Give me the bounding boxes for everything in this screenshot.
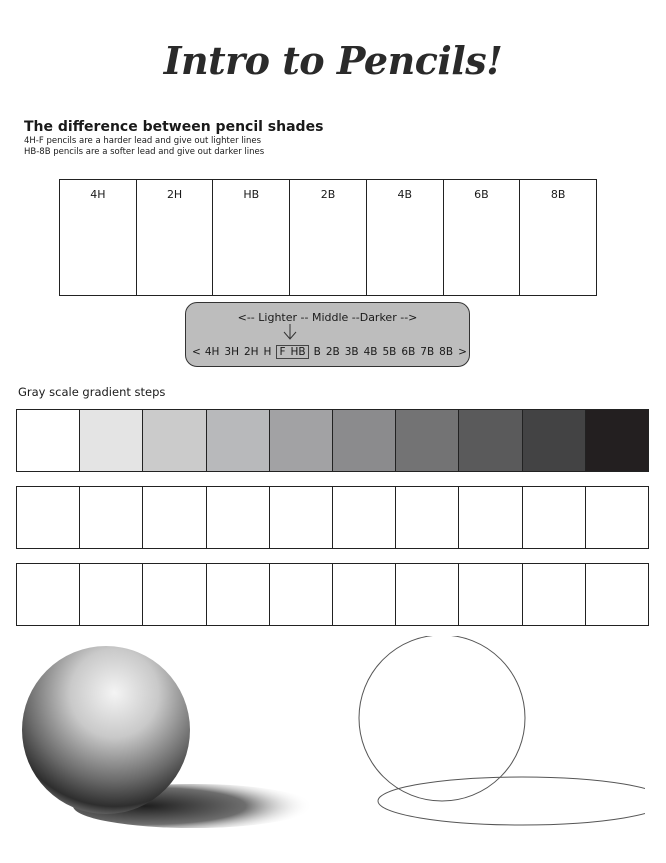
practice-cell <box>459 564 522 625</box>
shade-cell <box>444 180 521 295</box>
gradient-swatch <box>396 410 459 471</box>
sphere-outline-illustration <box>355 636 645 836</box>
section-heading: The difference between pencil shades <box>24 119 324 135</box>
practice-cell <box>523 487 586 548</box>
gradient-swatch <box>333 410 396 471</box>
gradient-swatch <box>459 410 522 471</box>
shade-cell <box>137 180 214 295</box>
grade-label: F <box>279 346 286 358</box>
gradient-swatch <box>17 410 80 471</box>
practice-cell <box>270 487 333 548</box>
practice-cell <box>586 564 649 625</box>
grade-label: 4H <box>204 346 220 358</box>
practice-cell <box>270 564 333 625</box>
pencil-scale-box <box>185 302 470 367</box>
shade-practice-table <box>59 179 597 296</box>
shade-label: 2B <box>320 188 336 201</box>
shade-label: HB <box>243 188 260 201</box>
shade-label: 4H <box>90 188 106 201</box>
practice-row <box>16 563 649 626</box>
practice-cell <box>207 564 270 625</box>
practice-cell <box>17 487 80 548</box>
scale-close-bracket: > <box>458 346 467 358</box>
gradient-swatch <box>143 410 206 471</box>
gradient-swatch <box>80 410 143 471</box>
practice-cell <box>207 487 270 548</box>
grade-label: H <box>263 346 272 358</box>
grade-label: 8B <box>439 346 454 358</box>
page-title: Intro to Pencils! <box>163 38 503 83</box>
practice-cell <box>333 564 396 625</box>
practice-cell <box>396 564 459 625</box>
practice-cell <box>396 487 459 548</box>
practice-cell <box>459 487 522 548</box>
grade-label: 4B <box>363 346 378 358</box>
practice-cell <box>143 564 206 625</box>
practice-cell <box>80 487 143 548</box>
shade-cell <box>367 180 444 295</box>
practice-row <box>16 486 649 549</box>
practice-cell <box>80 564 143 625</box>
gradient-swatch <box>207 410 270 471</box>
shade-cell <box>213 180 290 295</box>
shade-label: 6B <box>474 188 489 201</box>
grade-label: 2B <box>325 346 340 358</box>
shade-cell <box>520 180 597 295</box>
grade-label: 3B <box>344 346 359 358</box>
shade-label: 2H <box>166 188 183 201</box>
description-line-soft: HB-8B pencils are a softer lead and give out darker lines <box>24 147 265 157</box>
grade-label: HB <box>290 346 306 358</box>
scale-direction-text: <-- Lighter -- Middle --Darker --> <box>237 311 418 324</box>
shade-label: 4B <box>397 188 412 201</box>
practice-cell <box>333 487 396 548</box>
middle-grade-box <box>276 345 308 359</box>
shade-cell <box>290 180 367 295</box>
shade-cell <box>60 180 137 295</box>
gradient-swatch <box>523 410 586 471</box>
gradient-swatch-row <box>16 409 649 472</box>
grade-label: 5B <box>382 346 397 358</box>
practice-cell <box>17 564 80 625</box>
gradient-label: Gray scale gradient steps <box>18 385 166 399</box>
practice-cell <box>586 487 649 548</box>
scale-open-bracket: < <box>192 346 201 358</box>
shaded-sphere-illustration <box>18 636 318 836</box>
grade-label: 2H <box>243 346 259 358</box>
grade-label: 7B <box>420 346 435 358</box>
grade-label: 3H <box>224 346 239 358</box>
description-line-hard: 4H-F pencils are a harder lead and give out lighter lines <box>24 136 262 146</box>
grade-label: 6B <box>401 346 416 358</box>
gradient-swatch <box>586 410 649 471</box>
pencil-grade-row <box>192 345 467 359</box>
practice-cell <box>143 487 206 548</box>
practice-cell <box>523 564 586 625</box>
gradient-swatch <box>270 410 333 471</box>
shade-label: 8B <box>550 188 566 201</box>
down-arrow-icon <box>282 323 298 341</box>
grade-label: B <box>313 346 321 358</box>
